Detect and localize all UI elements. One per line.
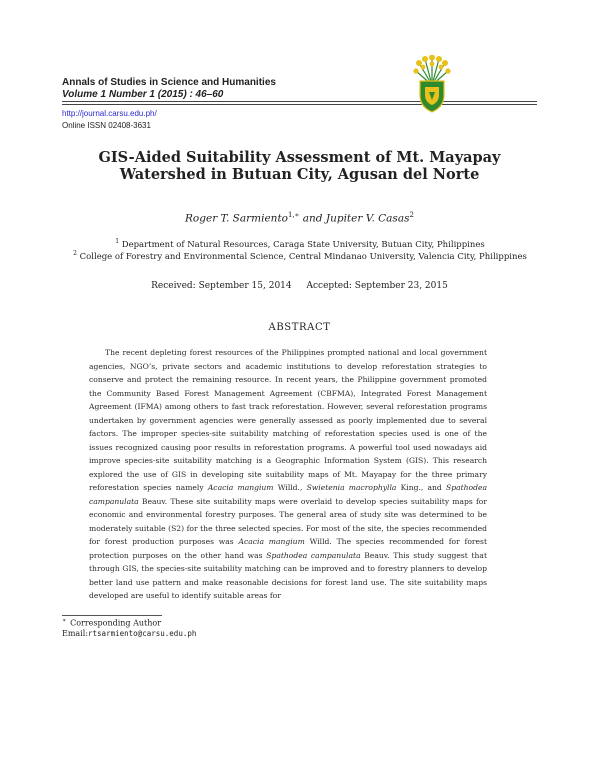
accepted-date: Accepted: September 23, 2015 (306, 281, 448, 291)
author-2: Jupiter V. Casas (325, 212, 410, 225)
received-date: Received: September 15, 2014 (151, 281, 292, 291)
abstract-heading: ABSTRACT (268, 322, 331, 333)
abstract-body (89, 346, 487, 603)
abstract-text-5: Willd. The species recommended for forest protection purposes on the other hand was (89, 537, 487, 560)
abstract-text-2: Willd., (273, 483, 307, 492)
species-acacia: Acacia mangium (207, 483, 274, 492)
title-line-1: GIS-Aided Suitability Assessment of Mt. Mayapay (98, 149, 501, 166)
email-label: Email: (62, 629, 89, 638)
species-acacia-2: Acacia mangium (238, 537, 305, 546)
abstract-text-4: Beauv. These site suitability maps were overlaid to develop species suitability maps for economic and environmental forestry purposes. The general area of study site was determined to be moderately suitable (S2) for the three selected species. For most of the site, the species recommended for forest production purposes was (89, 496, 487, 546)
abstract-text-1: The recent depleting forest resources of the Philippines prompted national and local government agencies, NGO’s, private sectors and academic institutions to develop reforestation strategies to conserve and protect the remaining resource. In recent years, the Philippine government promoted the Community Based Forest Management Agreement (CBFMA), Integrated Forest Management Agreement (IFMA) among others to fast track reforestation. However, several reforestation programs undertaken by government agencies were generally assessed as poorly implemented due to several factors. The improper species-site suitability matching of reforestation species used is one of the issues recognized causing poor results in reforestation programs. A powerful tool used nowadays aid improve species-site suitability matching is a Geographic Information System (GIS). This research explored the use of GIS in developing site suitability maps of Mt. Mayapay for the three primary reforestation species namely (89, 348, 487, 492)
authors-line (62, 211, 537, 225)
email-address[interactable]: rtsarmiento@carsu.edu.ph (88, 629, 197, 638)
affiliation-1-num: 1 (115, 238, 120, 245)
abstract-text-3: King., and (396, 483, 447, 492)
header-rule-bottom (62, 104, 537, 105)
affiliation-2-text: College of Forestry and Environmental Science, Central Mindanao University, Valencia City, Philippines (79, 251, 527, 262)
journal-header (62, 77, 276, 101)
header-rule-top (62, 101, 537, 102)
issn: Online ISSN 02408-3631 (62, 121, 151, 130)
affiliation-1-text: Department of Natural Resources, Caraga State University, Butuan City, Philippines (121, 239, 485, 250)
footnote-marker: ∗ (62, 617, 67, 624)
footnote-label: Corresponding Author (70, 618, 162, 628)
footnote-email (62, 629, 196, 638)
dates-line (62, 281, 537, 291)
author-1: Roger T. Sarmiento (185, 212, 288, 225)
species-swietenia: Swietenia macrophylla (306, 483, 397, 492)
author-conjunction: and (302, 212, 323, 225)
university-seal-icon (413, 55, 451, 115)
footnote-corresponding (62, 617, 161, 628)
affiliation-2 (70, 248, 530, 263)
journal-url-link[interactable]: http://journal.carsu.edu.ph/ (62, 109, 157, 118)
author-1-marks: 1,∗ (288, 211, 300, 219)
affiliation-2-num: 2 (73, 250, 77, 257)
species-spathodea: Spathodea campanulata (89, 483, 488, 506)
author-2-marks: 2 (409, 211, 414, 219)
abstract-text-6: Beauv. This study suggest that through GIS, the species-site suitability matching can be improved and to forestry planners to develop better land use pattern and make reasonable decisions for forest land use. The site suitability maps developed are useful to identify suitable areas for (89, 550, 488, 600)
title-line-2: Watershed in Butuan City, Agusan del Norte (119, 166, 480, 183)
volume-line: Volume 1 Number 1 (2015) : 46–60 (62, 89, 224, 100)
journal-name: Annals of Studies in Science and Humanities (62, 77, 276, 88)
footnote-rule (62, 615, 162, 616)
species-spathodea-2: Spathodea campanulata (266, 550, 361, 560)
paper-title (62, 149, 537, 183)
